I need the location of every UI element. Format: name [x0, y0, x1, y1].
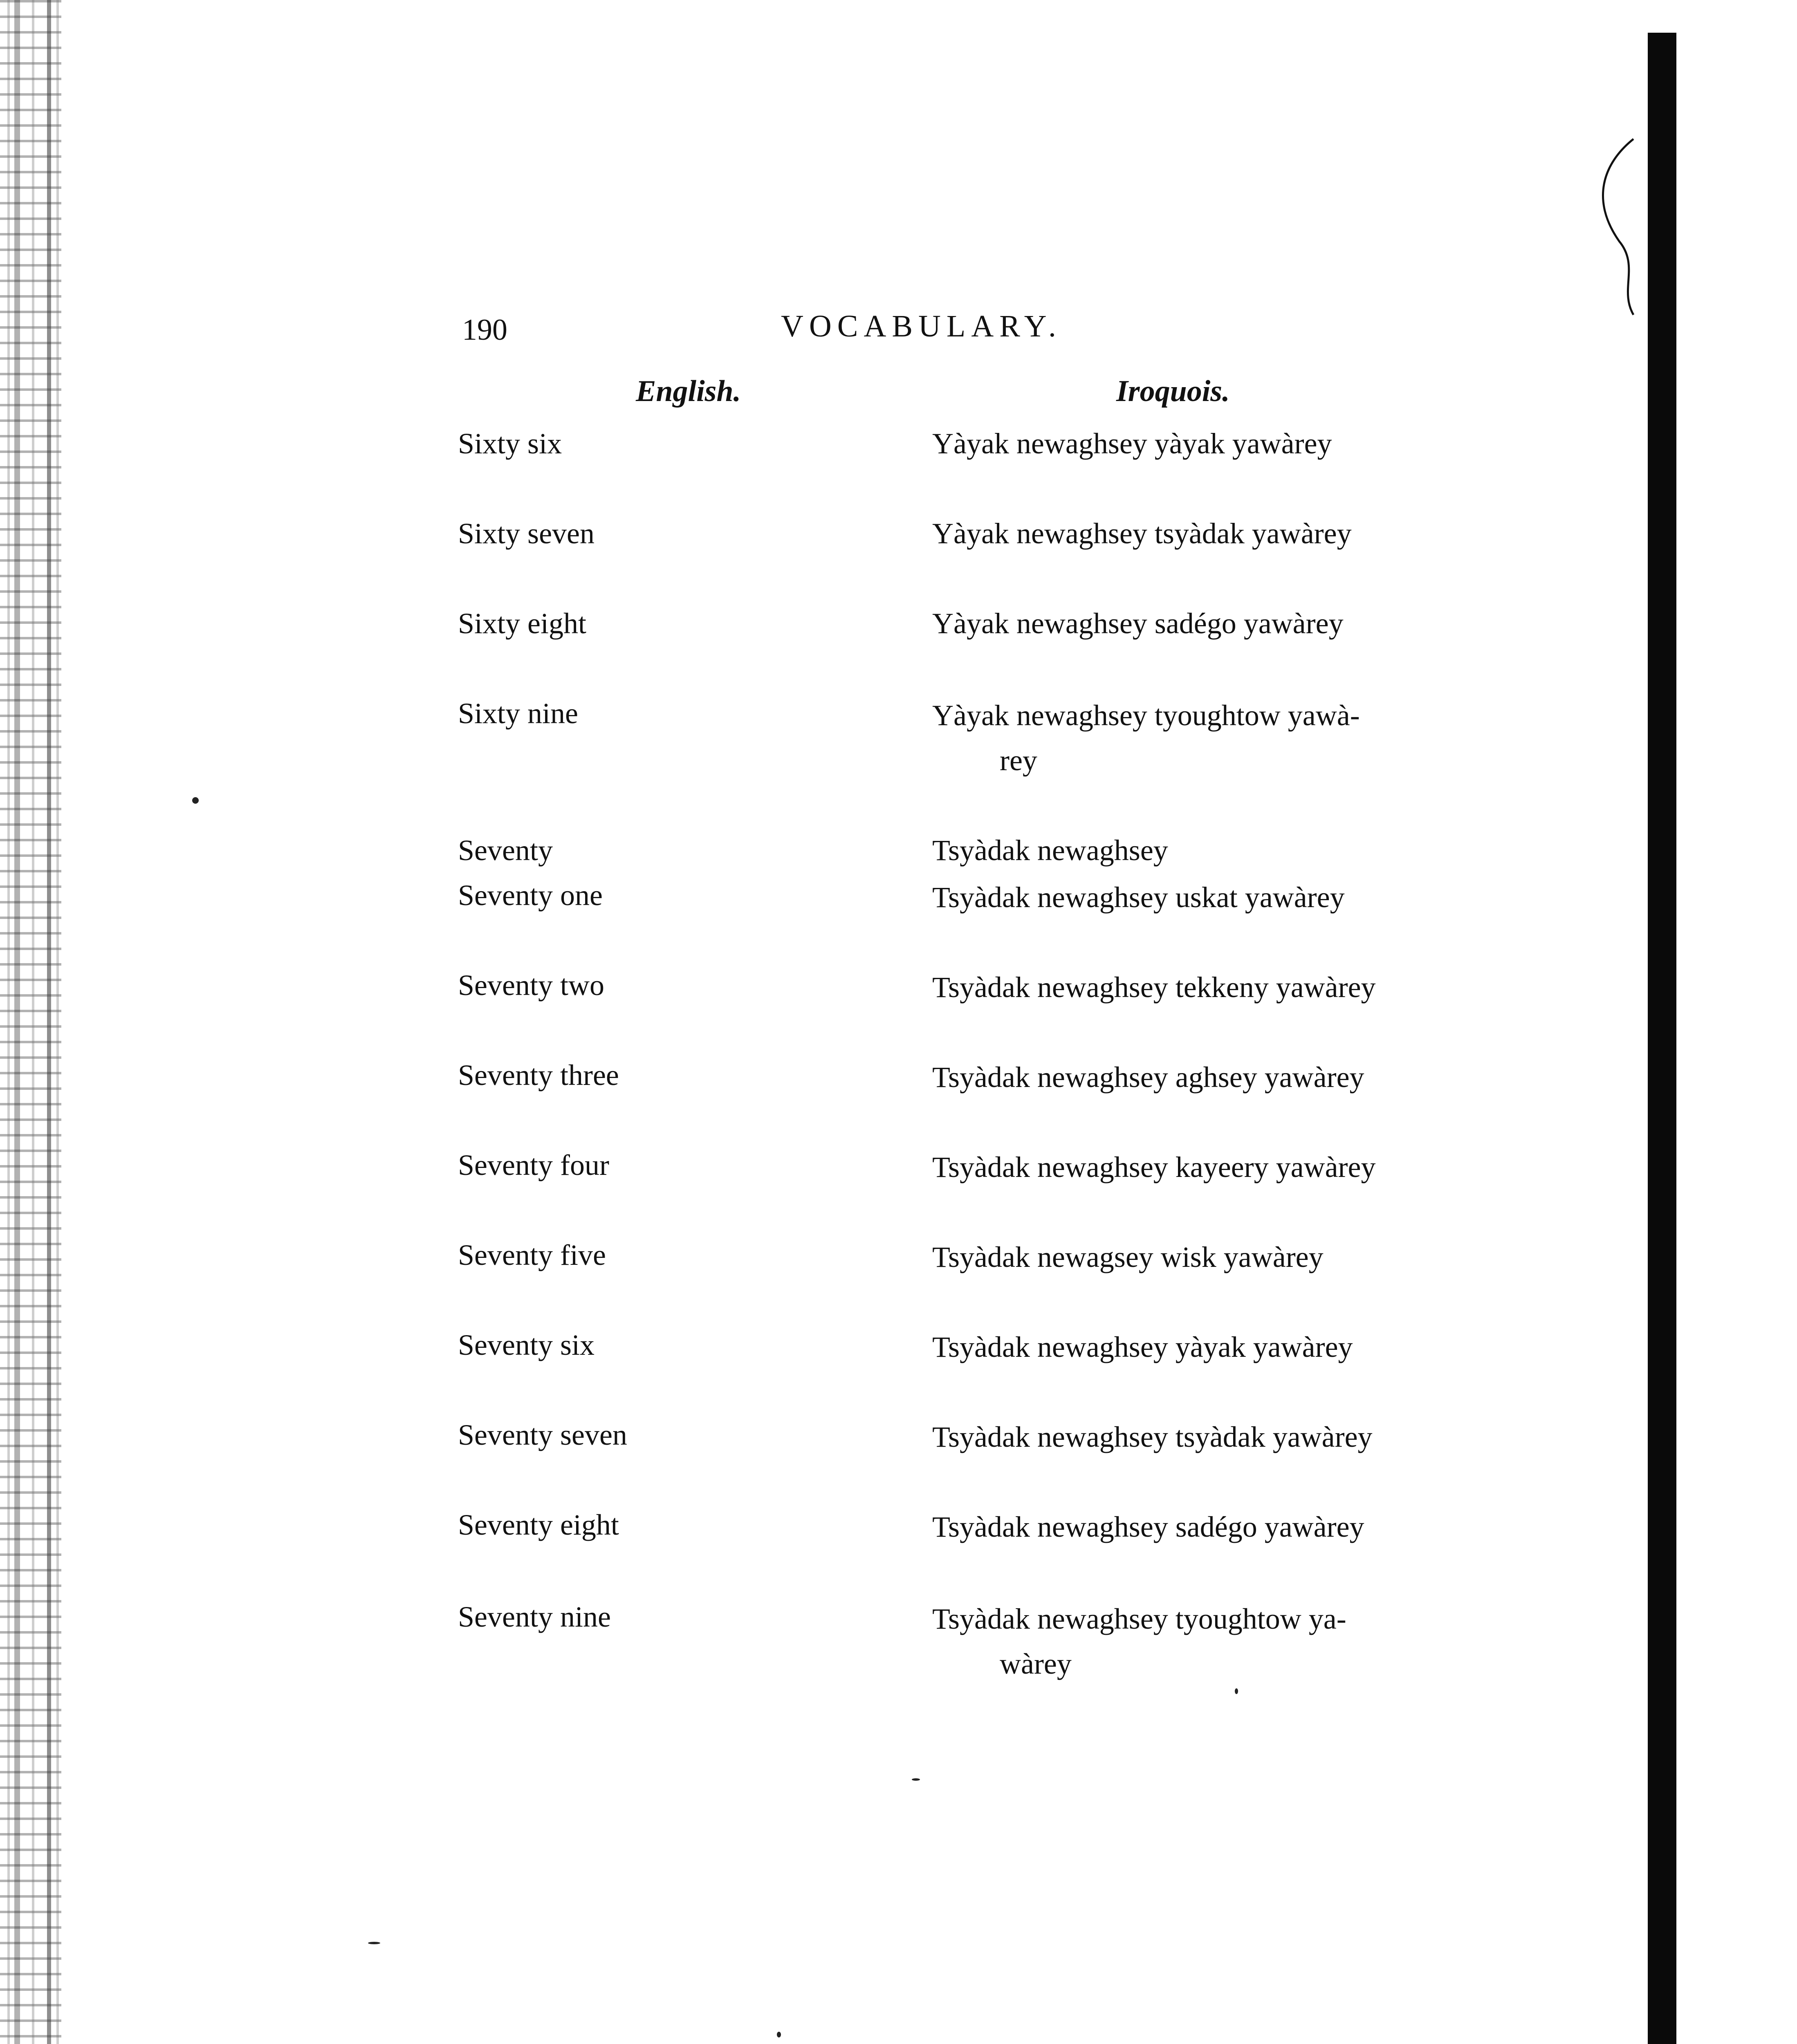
english-term: Seventy — [458, 834, 553, 867]
english-term: Seventy three — [458, 1059, 619, 1091]
paper-speck — [777, 2032, 781, 2037]
english-term: Sixty nine — [458, 697, 579, 730]
english-term: Sixty six — [458, 427, 562, 460]
iroquois-term: Tsyàdak newaghsey kayeery yawàrey — [932, 1151, 1376, 1183]
iroquois-term: Tsyàdak newaghsey sadégo yawàrey — [932, 1511, 1364, 1543]
page-edge-shadow — [1648, 33, 1676, 2044]
english-term: Seventy six — [458, 1329, 595, 1361]
english-term: Sixty eight — [458, 607, 587, 640]
page-header — [462, 309, 1525, 354]
iroquois-term: Tsyàdak newaghsey aghsey yawàrey — [932, 1061, 1364, 1094]
iroquois-term: Tsyàdak newaghsey yàyak yawàrey — [932, 1331, 1353, 1363]
english-term: Seventy four — [458, 1149, 609, 1181]
english-term: Seventy nine — [458, 1600, 611, 1633]
iroquois-term: Yàyak newaghsey sadégo yawàrey — [932, 607, 1344, 640]
english-term: Seventy eight — [458, 1508, 619, 1541]
paper-speck — [192, 797, 199, 804]
english-term: Seventy seven — [458, 1419, 627, 1451]
iroquois-term-continued: rey — [1000, 744, 1037, 777]
english-term: Seventy five — [458, 1239, 606, 1271]
stray-thread — [1595, 135, 1652, 323]
column-heading-english: English. — [636, 374, 741, 408]
iroquois-term: Yàyak newaghsey yàyak yawàrey — [932, 427, 1332, 460]
paper-speck — [1235, 1688, 1238, 1694]
column-heading-iroquois: Iroquois. — [1116, 374, 1230, 408]
paper-speck — [368, 1942, 380, 1944]
gutter-line — [14, 0, 20, 2044]
page-number: 190 — [462, 313, 507, 347]
binding-gutter — [0, 0, 61, 2044]
paper-speck — [912, 1778, 920, 1781]
iroquois-term: Tsyàdak newaghsey — [932, 834, 1168, 867]
english-term: Seventy two — [458, 969, 604, 1002]
iroquois-term: Tsyàdak newaghsey tsyàdak yawàrey — [932, 1421, 1373, 1453]
iroquois-term-continued: wàrey — [1000, 1647, 1072, 1680]
english-term: Sixty seven — [458, 517, 595, 550]
iroquois-term: Tsyàdak newaghsey tyoughtow ya- — [932, 1602, 1346, 1635]
english-term: Seventy one — [458, 879, 603, 912]
iroquois-term: Yàyak newaghsey tyoughtow yawà- — [932, 699, 1360, 732]
iroquois-term: Tsyàdak newaghsey uskat yawàrey — [932, 881, 1345, 914]
running-title: VOCABULARY. — [781, 309, 1062, 343]
gutter-line — [47, 0, 51, 2044]
iroquois-term: Yàyak newaghsey tsyàdak yawàrey — [932, 517, 1352, 550]
iroquois-term: Tsyàdak newaghsey tekkeny yawàrey — [932, 971, 1376, 1004]
iroquois-term: Tsyàdak newagsey wisk yawàrey — [932, 1241, 1324, 1273]
